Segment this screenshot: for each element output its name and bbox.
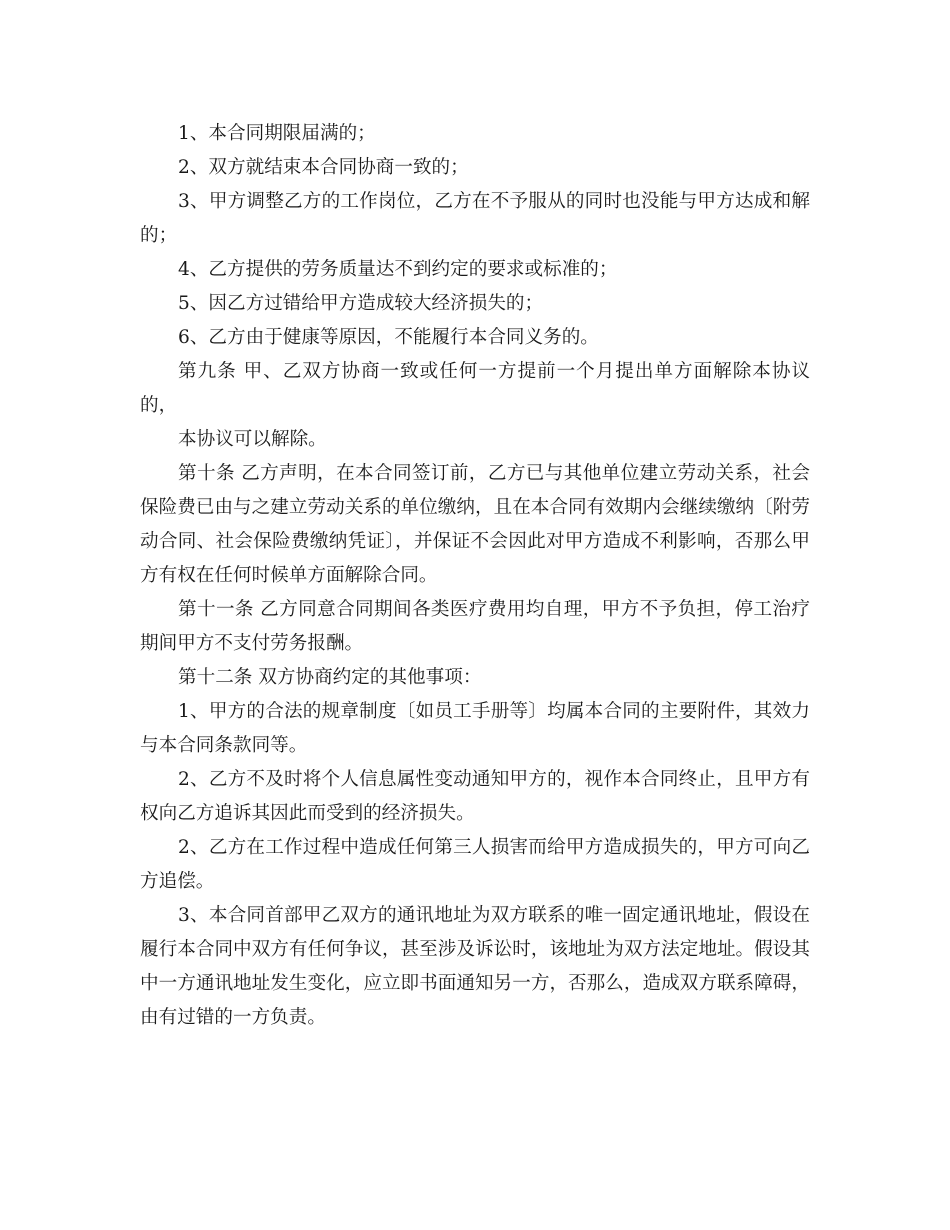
clause-item-1: 1、本合同期限届满的； — [178, 123, 376, 144]
clause-item-3: 3、甲方调整乙方的工作岗位，乙方在不予服从的同时也没能与甲方达成和解的； — [140, 191, 810, 246]
article-9: 第九条 甲、乙双方协商一致或任何一方提前一个月提出单方面解除本协议的， — [140, 361, 810, 416]
article-12-item-2a: 2、乙方不及时将个人信息属性变动通知甲方的，视作本合同终止，且甲方有权向乙方追诉其因此而受到的经济损失。 — [140, 769, 810, 824]
article-9-continuation: 本协议可以解除。 — [178, 429, 327, 450]
clause-item-5: 5、因乙方过错给甲方造成较大经济损失的； — [178, 293, 544, 314]
article-12-item-3: 3、本合同首部甲乙双方的通讯地址为双方联系的唯一固定通讯地址，假设在履行本合同中双方有任何争议，甚至涉及诉讼时，该地址为双方法定地址。假设其中一方通讯地址发生变化，应立即书面通知另一方，否那么，造成双方联系障碍，由有过错的一方负责。 — [140, 905, 810, 1028]
article-12-heading: 第十二条 双方协商约定的其他事项： — [178, 667, 482, 688]
article-11: 第十一条 乙方同意合同期间各类医疗费用均自理，甲方不予负担，停工治疗期间甲方不支付劳务报酬。 — [140, 599, 810, 654]
clause-item-4: 4、乙方提供的劳务质量达不到约定的要求或标准的； — [178, 259, 618, 280]
document-body — [140, 117, 810, 1035]
article-12-item-2b: 2、乙方在工作过程中造成任何第三人损害而给甲方造成损失的，甲方可向乙方追偿。 — [140, 837, 810, 892]
clause-item-6: 6、乙方由于健康等原因，不能履行本合同义务的。 — [178, 327, 599, 348]
article-12-item-1: 1、甲方的合法的规章制度〔如员工手册等〕均属本合同的主要附件，其效力与本合同条款同等。 — [140, 701, 810, 756]
article-10: 第十条 乙方声明，在本合同签订前，乙方已与其他单位建立劳动关系，社会保险费已由与之建立劳动关系的单位缴纳，且在本合同有效期内会继续缴纳〔附劳动合同、社会保险费缴纳凭证〕，并保证不会因此对甲方造成不利影响，否那么甲方有权在任何时候单方面解除合同。 — [140, 463, 810, 586]
clause-item-2: 2、双方就结束本合同协商一致的； — [178, 157, 469, 178]
